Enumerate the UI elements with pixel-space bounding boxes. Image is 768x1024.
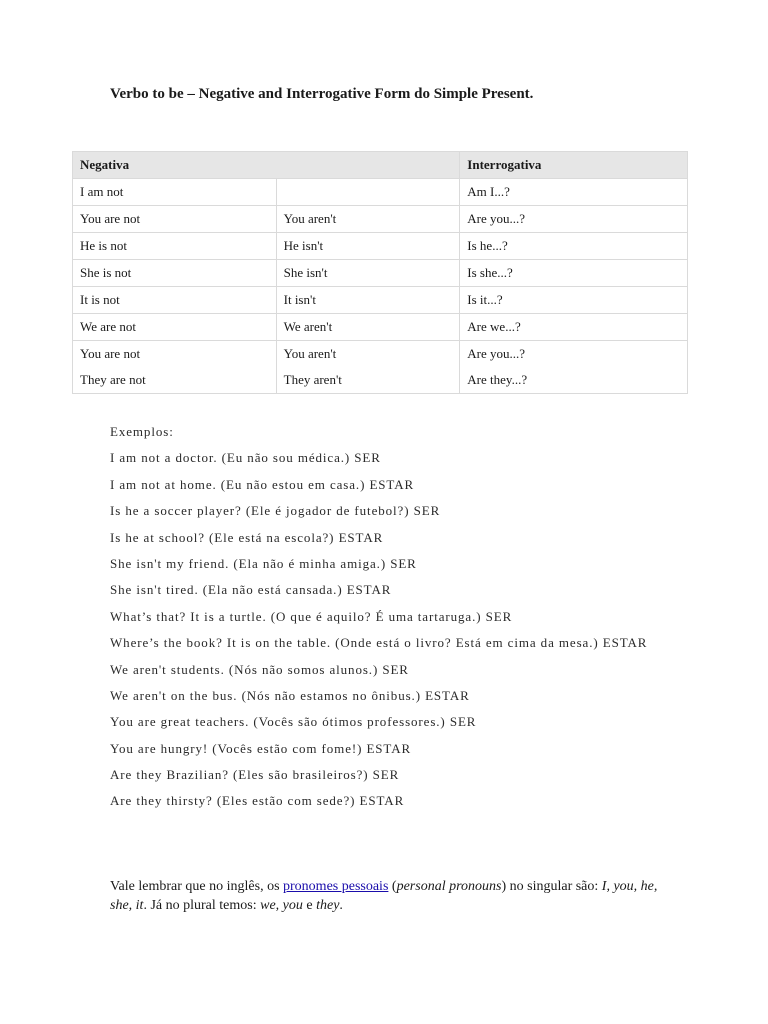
note-text: (: [388, 879, 397, 894]
example-line: She isn't tired. (Ela não está cansada.) ESTAR: [110, 582, 392, 598]
example-line: We aren't on the bus. (Nós não estamos no ônibus.) ESTAR: [110, 687, 470, 703]
interrogative-cell: Are they...?: [460, 367, 688, 394]
table-row: [73, 314, 688, 341]
negative-full-cell: It is not: [73, 287, 277, 314]
table-row: [73, 206, 688, 233]
negative-contracted-cell: They aren't: [276, 367, 460, 394]
negative-full-cell: They are not: [73, 367, 277, 394]
pronomes-pessoais-link[interactable]: pronomes pessoais: [283, 879, 389, 894]
interrogative-cell: Is it...?: [460, 287, 688, 314]
negative-full-cell: You are not: [73, 341, 277, 368]
negative-contracted-cell: We aren't: [276, 314, 460, 341]
negative-contracted-cell: You aren't: [276, 206, 460, 233]
note-italic-text: they: [316, 898, 340, 913]
example-line: Where’s the book? It is on the table. (Onde está o livro? Está em cima da mesa.) ESTAR: [110, 635, 648, 651]
negative-contracted-cell: She isn't: [276, 260, 460, 287]
note-italic-text: personal pronouns: [396, 879, 502, 894]
header-interrogativa: Interrogativa: [460, 152, 688, 179]
negative-full-cell: I am not: [73, 179, 277, 206]
example-line: What’s that? It is a turtle. (O que é aquilo? É uma tartaruga.) SER: [110, 608, 513, 624]
page-title: Verbo to be – Negative and Interrogative Form do Simple Present.: [110, 86, 534, 102]
table-header-row: [73, 152, 688, 179]
note-text: ) no singular são:: [501, 879, 602, 894]
example-line: Are they thirsty? (Eles estão com sede?) ESTAR: [110, 793, 405, 809]
negative-full-cell: We are not: [73, 314, 277, 341]
table-row: [73, 179, 688, 206]
note-text: .: [339, 898, 343, 913]
negative-contracted-cell: [276, 179, 460, 206]
note-text: e: [302, 898, 317, 913]
example-line: I am not a doctor. (Eu não sou médica.) SER: [110, 450, 381, 466]
negative-full-cell: You are not: [73, 206, 277, 233]
interrogative-cell: Are you...?: [460, 206, 688, 233]
examples-heading: Exemplos:: [110, 424, 174, 439]
example-line: Is he a soccer player? (Ele é jogador de futebol?) SER: [110, 503, 441, 519]
interrogative-cell: Are we...?: [460, 314, 688, 341]
table-row: [73, 341, 688, 368]
table-row: [73, 287, 688, 314]
verb-table: [72, 151, 688, 394]
table-row: [73, 367, 688, 394]
header-negativa: Negativa: [73, 152, 460, 179]
example-line: Is he at school? (Ele está na escola?) ESTAR: [110, 529, 384, 545]
negative-contracted-cell: You aren't: [276, 341, 460, 368]
negative-full-cell: She is not: [73, 260, 277, 287]
table-row: [73, 260, 688, 287]
negative-contracted-cell: He isn't: [276, 233, 460, 260]
pronouns-note: [110, 877, 670, 915]
table-row: [73, 233, 688, 260]
example-line: You are great teachers. (Vocês são ótimos professores.) SER: [110, 714, 477, 730]
example-line: You are hungry! (Vocês estão com fome!) ESTAR: [110, 740, 412, 756]
interrogative-cell: Are you...?: [460, 341, 688, 368]
example-line: We aren't students. (Nós não somos alunos.) SER: [110, 661, 409, 677]
note-italic-text: I, you, he, she, it: [110, 879, 658, 913]
negative-full-cell: He is not: [73, 233, 277, 260]
note-text: . Já no plural temos:: [143, 898, 261, 913]
note-text: Vale lembrar que no inglês, os: [110, 879, 284, 894]
negative-contracted-cell: It isn't: [276, 287, 460, 314]
examples-section: [110, 424, 670, 820]
interrogative-cell: Is he...?: [460, 233, 688, 260]
note-italic-text: we, you: [260, 898, 303, 913]
example-line: I am not at home. (Eu não estou em casa.) ESTAR: [110, 476, 415, 492]
example-line: She isn't my friend. (Ela não é minha amiga.) SER: [110, 555, 417, 571]
interrogative-cell: Am I...?: [460, 179, 688, 206]
interrogative-cell: Is she...?: [460, 260, 688, 287]
example-line: Are they Brazilian? (Eles são brasileiros?) SER: [110, 767, 400, 783]
